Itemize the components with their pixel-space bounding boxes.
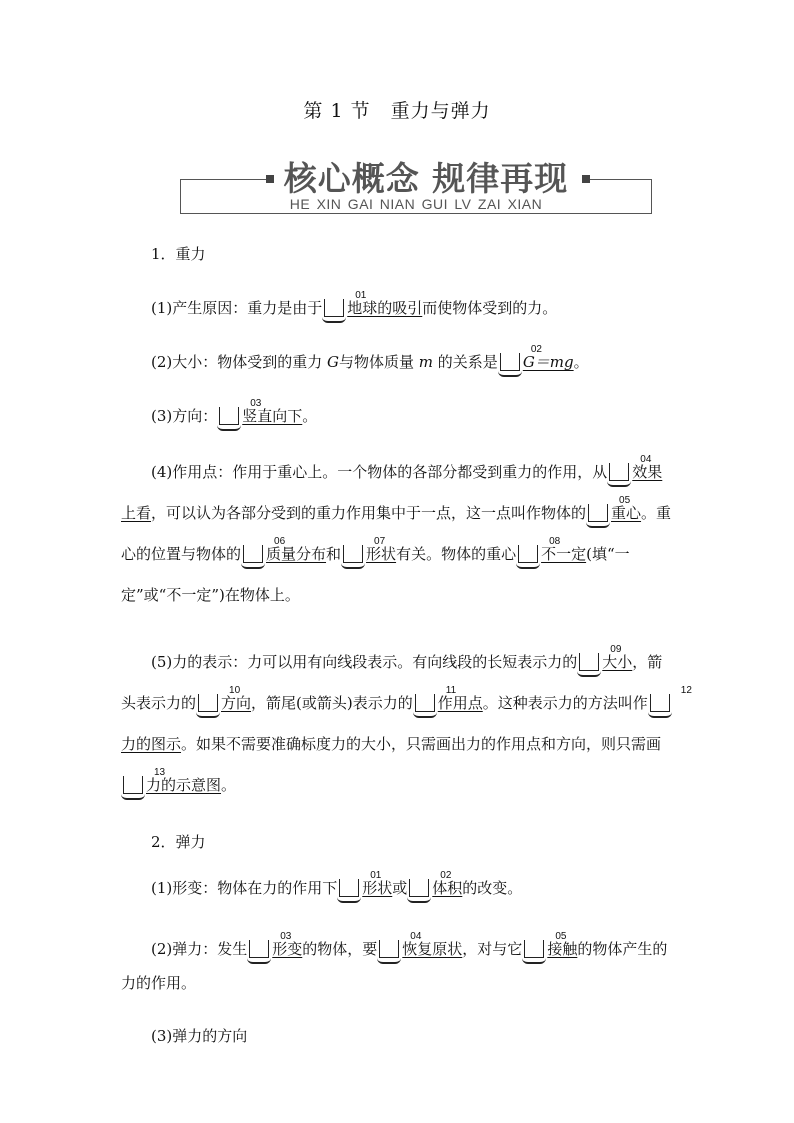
- blank-number: 03: [220, 399, 238, 409]
- answer: 力的图示: [121, 735, 182, 753]
- blank-marker: [324, 290, 367, 317]
- blank-marker: [415, 685, 457, 712]
- para-gravity-cause: [121, 290, 677, 318]
- answer: 重心: [611, 504, 642, 522]
- blank-marker: [243, 536, 286, 563]
- symbol-m: m: [418, 353, 434, 371]
- section-heading-gravity: [121, 244, 677, 264]
- banner-square-right: [582, 175, 590, 183]
- answer: 形状: [366, 545, 397, 563]
- symbol-G: G: [327, 353, 340, 371]
- blank-number: 02: [501, 345, 519, 355]
- text: (1)形变：物体在力的作用下: [151, 879, 338, 897]
- text: (填“一定”或“不一定”)在物体上。: [121, 545, 630, 604]
- heading-text: 2．弹力: [151, 833, 206, 851]
- blank-number: 10: [199, 686, 217, 696]
- answer: 质量分布: [266, 545, 327, 563]
- blank-number: 07: [344, 537, 362, 547]
- answer: 效果上看: [121, 463, 663, 522]
- section-heading-elastic: [121, 832, 677, 852]
- text: 。如果不需要准确标度力的大小，只需画出力的作用点和方向，则只需画: [181, 735, 662, 753]
- answer: 形变: [272, 940, 303, 958]
- text: ，箭头表示力的: [121, 653, 663, 712]
- blank-marker: [123, 767, 166, 794]
- blank-number: 08: [519, 537, 537, 547]
- blank-number: 03: [250, 932, 268, 942]
- blank-number: 12: [651, 686, 669, 696]
- answer: 形状: [362, 879, 393, 897]
- blank-number: 01: [340, 871, 358, 881]
- blank-number: 09: [580, 645, 598, 655]
- text: ，箭尾(或箭头)表示力的: [251, 694, 413, 712]
- banner-square-left: [266, 175, 274, 183]
- text: (3)方向：: [151, 407, 218, 425]
- text: (5)力的表示：力可以用有向线段表示。有向线段的长短表示力的: [151, 653, 578, 671]
- text: (2)弹力：发生: [151, 940, 248, 958]
- answer: G＝mg: [522, 353, 574, 371]
- text: 的关系是: [433, 353, 498, 371]
- blank-marker: [518, 536, 561, 563]
- page-title: 第 1 节 重力与弹力: [303, 100, 491, 122]
- para-elastic-force: [121, 932, 677, 1000]
- answer: 力的示意图: [146, 776, 222, 794]
- text: 或: [392, 879, 408, 897]
- answer: 恢复原状: [402, 940, 463, 958]
- text: 。: [221, 776, 237, 794]
- answer: 地球的吸引: [347, 299, 423, 317]
- para-gravity-point: [121, 452, 677, 616]
- blank-number: 11: [416, 686, 434, 696]
- text: 有关。物体的重心: [396, 545, 517, 563]
- text: 。重心的位置与物体的: [121, 504, 672, 563]
- para-elastic-direction: [121, 1026, 677, 1046]
- blank-number: 02: [410, 871, 428, 881]
- text: ，对与它: [462, 940, 523, 958]
- banner-pinyin: HE XIN GAI NIAN GUI LV ZAI XIAN: [289, 196, 543, 212]
- blank-number: 06: [244, 537, 262, 547]
- text: 的物体产生的力的作用。: [121, 940, 668, 992]
- text: ，可以认为各部分受到的重力作用集中于一点，这一点叫作物体的: [151, 504, 587, 522]
- text: 和: [326, 545, 342, 563]
- text: (3)弹力的方向: [151, 1027, 248, 1045]
- blank-number: 05: [589, 496, 607, 506]
- para-force-representation: [121, 642, 692, 806]
- blank-marker: [219, 398, 262, 425]
- text: (4)作用点：作用于重心上。一个物体的各部分都受到重力的作用，从: [151, 463, 608, 481]
- text: 与物体质量: [339, 353, 419, 371]
- section-banner: [180, 153, 652, 215]
- para-deformation: [121, 870, 677, 898]
- text: 。这种表示力的方法叫作: [482, 694, 648, 712]
- heading-text: 1．重力: [151, 245, 206, 263]
- blank-marker: [650, 685, 692, 712]
- answer: 方向: [221, 694, 252, 712]
- answer: 体积: [432, 879, 463, 897]
- answer: 竖直向下: [242, 407, 303, 425]
- para-gravity-direction: [121, 398, 677, 426]
- blank-number: 04: [380, 932, 398, 942]
- text: (1)产生原因：重力是由于: [151, 299, 323, 317]
- para-gravity-size: [121, 344, 677, 372]
- banner-title: 核心概念 规律再现: [283, 159, 569, 198]
- answer: 接触: [547, 940, 578, 958]
- blank-number: 05: [525, 932, 543, 942]
- blank-number: 13: [124, 768, 142, 778]
- text: 。: [573, 353, 589, 371]
- text: 而使物体受到的力。: [422, 299, 558, 317]
- document-body: [121, 244, 692, 1046]
- blank-marker: [379, 931, 422, 958]
- blank-number: 01: [325, 291, 343, 301]
- answer: 大小: [602, 653, 633, 671]
- text: (2)大小：物体受到的重力: [151, 353, 328, 371]
- text: 的物体，要: [302, 940, 378, 958]
- text: 的改变。: [462, 879, 523, 897]
- blank-marker: [609, 454, 652, 481]
- blank-number: 04: [610, 455, 628, 465]
- blank-marker: [500, 344, 542, 371]
- answer: 作用点: [437, 694, 483, 712]
- answer: 不一定: [541, 545, 587, 563]
- text: 。: [302, 407, 318, 425]
